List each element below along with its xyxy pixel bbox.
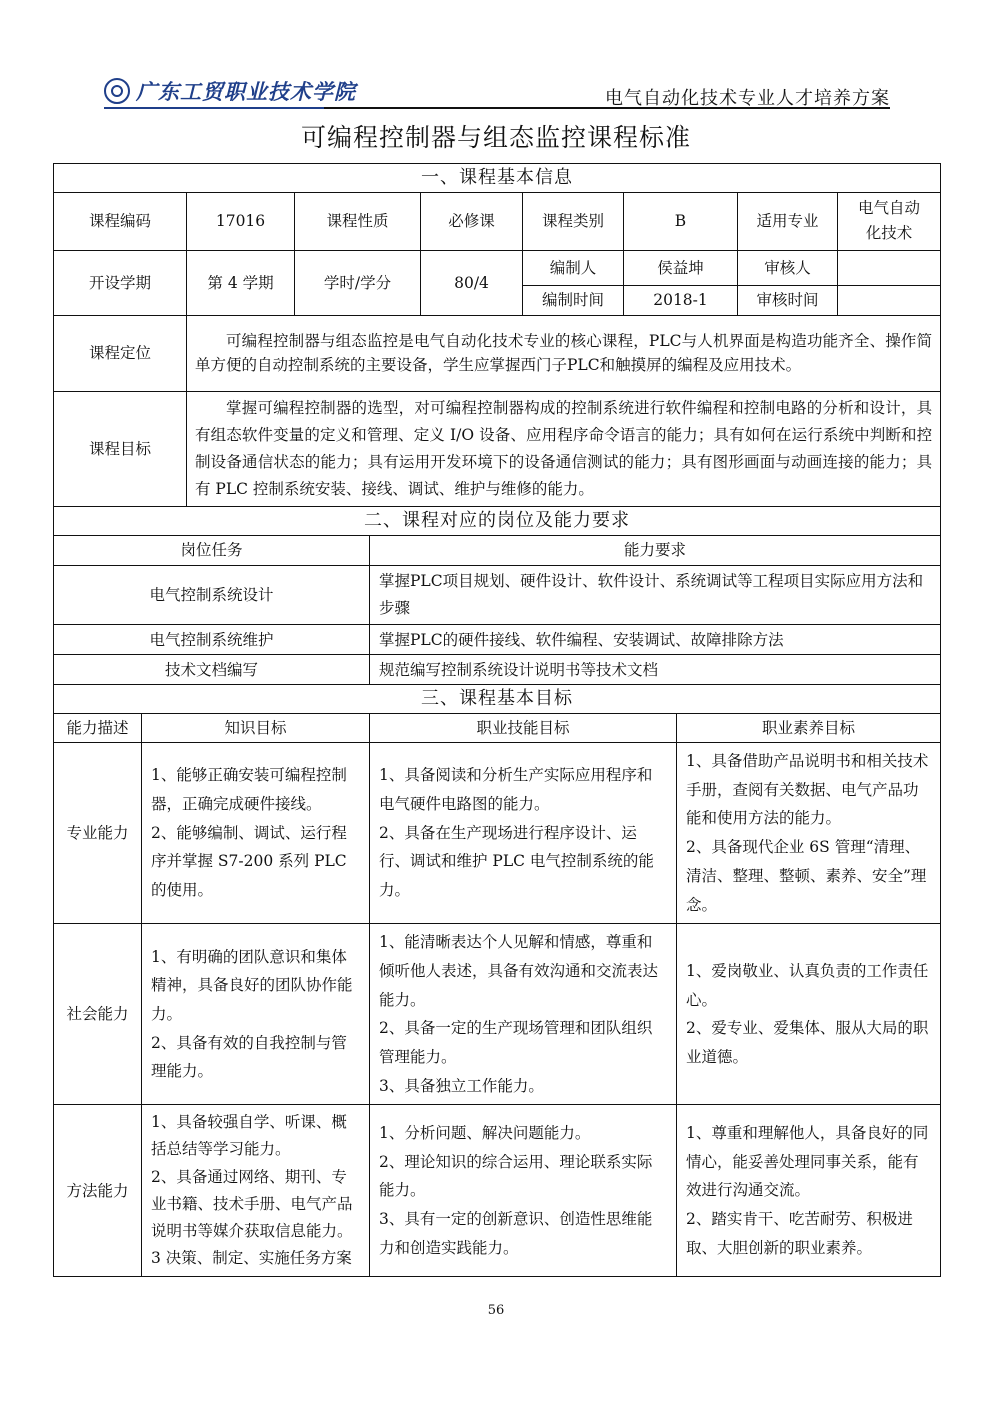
section2-header-row [54,535,941,565]
header-rule [324,107,890,109]
author-value: 侯益坤 [624,250,738,285]
course-category-label: 课程类别 [523,192,624,250]
ability-type-label: 社会能力 [54,924,142,1105]
document-title: 可编程控制器与组态监控课程标准 [300,123,691,152]
course-goal-label: 课程目标 [54,391,187,506]
hours-credits-label: 学时/学分 [295,250,421,315]
ability-requirement: 规范编写控制系统设计说明书等技术文档 [370,655,941,685]
job-task: 技术文档编写 [54,655,370,685]
goal-item: 2、爱专业、爱集体、服从大局的职业道德。 [686,1019,929,1066]
course-position-row [54,315,941,391]
job-row [54,625,941,655]
course-goal-row [54,391,941,506]
course-nature-value: 必修课 [421,192,523,250]
goal-item: 1、爱岗敬业、认真负责的工作责任心。 [686,961,929,1009]
basic-info-row-1 [54,192,941,250]
program-title: 电气自动化技术专业人才培养方案 [605,88,890,109]
course-standard-table [53,163,941,1277]
semester-value: 第 4 学期 [187,250,295,315]
goal-item: 2、具备一定的生产现场管理和团队组织管理能力。 [379,1019,653,1066]
section1-heading-row [54,164,941,193]
review-date-label: 审核时间 [738,285,838,315]
course-position-text: 可编程控制器与组态监控是电气自动化技术专业的核心课程，PLC与人机界面是构造功能齐全、操作简单方便的自动控制系统的主要设备，学生应掌握西门子PLC和触摸屏的编程及应用技术。 [187,315,941,391]
course-category-value: B [624,192,738,250]
goal-item: 2、具备在生产现场进行程序设计、运行、调试和维护 PLC 电气控制系统的能力。 [379,823,654,900]
school-emblem-icon [104,78,130,104]
goal-item: 1、具备较强自学、听课、概括总结等学习能力。 [151,1113,347,1159]
goal-row [54,1105,941,1277]
school-name: 广东工贸职业技术学院 [136,79,356,104]
section3-header-row [54,714,941,743]
ability-requirement: 掌握PLC的硬件接线、软件编程、安装调试、故障排除方法 [370,625,941,655]
goal-item: 1、具备阅读和分析生产实际应用程序和电气硬件电路图的能力。 [379,766,653,814]
job-row [54,655,941,685]
goal-item: 2、具备有效的自我控制与管理能力。 [151,1033,347,1081]
quality-goal-header: 职业素养目标 [677,714,941,743]
skill-goal-header: 职业技能目标 [370,714,677,743]
job-task: 电气控制系统设计 [54,565,370,624]
knowledge-goals [142,924,370,1105]
skill-goals [370,1105,677,1277]
course-code-label: 课程编码 [54,192,187,250]
applicable-major-label: 适用专业 [738,192,838,250]
reviewer-value [838,250,941,285]
section2-heading-row [54,506,941,535]
ability-type-label: 方法能力 [54,1105,142,1277]
goal-item: 2、具备通过网络、期刊、专业书籍、技术手册、电气产品说明书等媒介获取信息能力。 [151,1167,353,1240]
job-row [54,565,941,624]
compile-date-value: 2018-1 [624,285,738,315]
goal-item: 1、尊重和理解他人，具备良好的同情心，能妥善处理同事关系，能有效进行沟通交流。 [686,1124,929,1200]
author-label: 编制人 [523,250,624,285]
skill-goals [370,743,677,924]
skill-goals [370,924,677,1105]
course-code-value: 17016 [187,192,295,250]
compile-date-label: 编制时间 [523,285,624,315]
school-logo [104,76,356,106]
goal-item: 1、能清晰表达个人见解和情感，尊重和倾听他人表述，具备有效沟通和交流表达能力。 [379,933,659,1009]
section1-heading: 一、课程基本信息 [54,164,941,193]
goal-item: 3、具备独立工作能力。 [379,1076,544,1095]
basic-info-row-2 [54,250,941,285]
goal-item: 2、理论知识的综合运用、理论联系实际能力。 [379,1152,653,1200]
knowledge-goal-header: 知识目标 [142,714,370,743]
goal-row [54,924,941,1105]
page-header [54,72,890,110]
quality-goals [677,1105,941,1277]
job-task: 电气控制系统维护 [54,625,370,655]
goal-item: 1、具备借助产品说明书和相关技术手册，查阅有关数据、电气产品功能和使用方法的能力。 [686,752,929,828]
course-goal-text: 掌握可编程控制器的选型，对可编程控制器构成的控制系统进行软件编程和控制电路的分析和设计，具有组态软件变量的定义和管理、定义 I/O 设备、应用程序命令语言的能力；具有如何在运行系统中判断和控制设备通信状态的能力；具有运用开发环境下的设备通信测试的能力；具有图形画面与动画连接的能力；具有 PLC 控制系统安装、接线、调试、维护与维修的能力。 [187,391,941,506]
applicable-major-value: 电气自动化技术 [838,192,941,250]
goal-item: 2、具备现代企业 6S 管理“清理、清洁、整理、整顿、素养、安全”理念。 [686,838,927,914]
course-nature-label: 课程性质 [295,192,421,250]
goal-item: 1、有明确的团队意识和集体精神，具备良好的团队协作能力。 [151,947,353,1023]
quality-goals [677,743,941,924]
section3-heading: 三、课程基本目标 [54,685,941,714]
goal-item: 2、能够编制、调试、运行程序并掌握 S7-200 系列 PLC 的使用。 [151,823,347,900]
goal-item: 1、分析问题、解决问题能力。 [379,1124,591,1143]
page-number: 56 [487,1303,505,1318]
job-task-header: 岗位任务 [54,535,370,565]
goal-item: 1、能够正确安装可编程控制器，正确完成硬件接线。 [151,766,347,814]
ability-requirement-header: 能力要求 [370,535,941,565]
ability-description-header: 能力描述 [54,714,142,743]
quality-goals [677,924,941,1105]
goal-row [54,743,941,924]
semester-label: 开设学期 [54,250,187,315]
ability-type-label: 专业能力 [54,743,142,924]
hours-credits-value: 80/4 [421,250,523,315]
section3-heading-row [54,685,941,714]
goal-item: 2、踏实肯干、吃苦耐劳、积极进取、大胆创新的职业素养。 [686,1210,913,1257]
reviewer-label: 审核人 [738,250,838,285]
section2-heading: 二、课程对应的岗位及能力要求 [54,506,941,535]
goal-item: 3、具有一定的创新意识、创造性思维能力和创造实践能力。 [379,1210,653,1257]
review-date-value [838,285,941,315]
ability-requirement: 掌握PLC项目规划、硬件设计、软件设计、系统调试等工程项目实际应用方法和步骤 [370,565,941,624]
knowledge-goals [142,1105,370,1277]
course-position-label: 课程定位 [54,315,187,391]
goal-item: 3 决策、制定、实施任务方案 [151,1248,352,1267]
knowledge-goals [142,743,370,924]
